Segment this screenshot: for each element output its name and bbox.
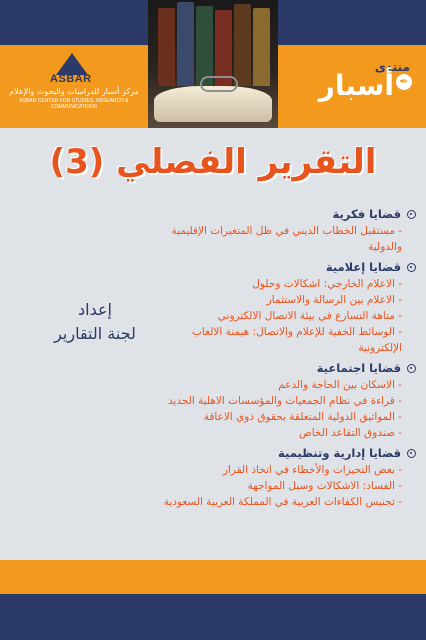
list-item: - قراءة في نظام الجمعيات والمؤسسات الاهلية الجديد: [167, 395, 402, 407]
section-heading: قضايا إعلامية: [154, 259, 416, 276]
prepared-by: [30, 298, 160, 346]
table-of-contents: [154, 206, 416, 514]
asbar-center-logo: [4, 49, 144, 109]
bullet-icon: [407, 210, 416, 219]
feather-icon: ✒: [396, 74, 412, 90]
committee-name: لجنة التقارير: [54, 324, 136, 343]
list-item: - المواثيق الدولية المتعلقة بحقوق ذوي الاعاقة: [203, 411, 402, 423]
books-photo: [148, 0, 278, 128]
bullet-icon: [407, 449, 416, 458]
list-item: - الفساد: الاشكالات وسبل المواجهة: [247, 480, 402, 492]
bullet-icon: [407, 364, 416, 373]
list-item: - صندوق التقاعد الخاص: [299, 427, 402, 439]
section-intellectual: [154, 206, 416, 255]
logo-arabic-name: مركز أسبار للدراسات والبحوث والإعلام: [9, 87, 139, 96]
list-item: - الاسكان بين الحاجة والدعم: [278, 379, 402, 391]
prepared-by-label: إعداد: [78, 300, 112, 319]
list-item: - بعض التحيزات والأخطاء في اتخاذ القرار: [222, 464, 402, 476]
list-item: - الاعلام الخارجي: اشكالات وحلول: [252, 278, 402, 290]
brand-sub: منتدى: [374, 60, 410, 74]
footer-navy-bar: [0, 594, 426, 640]
brand-main: أسبار: [318, 69, 394, 102]
section-heading: قضايا إدارية وتنظيمية: [154, 445, 416, 462]
list-item: - الاعلام بين الرسالة والاستثمار: [266, 294, 402, 306]
bullet-icon: [407, 263, 416, 272]
list-item: - الوسائط الخفية للإعلام والاتصال: هيمنة الالعاب الإلكترونية: [192, 326, 402, 354]
report-title: التقرير الفصلي (3): [49, 142, 377, 182]
logo-english-name: ASBAR CENTER FOR STUDIES, RESEARCH & COMMUNICATIONS: [19, 98, 129, 110]
list-item: - تجنيس الكفاءات العربية في المملكة العربية السعودية: [163, 496, 402, 508]
list-item: - متاهة التسارع في بيئة الاتصال الالكتروني: [217, 310, 402, 322]
section-heading: قضايا فكرية: [154, 206, 416, 223]
forum-brand: [292, 60, 412, 106]
pyramid-icon: [56, 53, 88, 75]
section-heading: قضايا اجتماعية: [154, 360, 416, 377]
section-social: [154, 360, 416, 441]
logo-acronym: ASBAR: [50, 73, 92, 85]
content-panel: [0, 128, 426, 560]
footer-orange-band: [0, 560, 426, 594]
section-media: [154, 259, 416, 356]
section-administrative: [154, 445, 416, 510]
list-item: - مستقبل الخطاب الديني في ظل المتغيرات الإقليمية والدولية: [171, 225, 402, 253]
